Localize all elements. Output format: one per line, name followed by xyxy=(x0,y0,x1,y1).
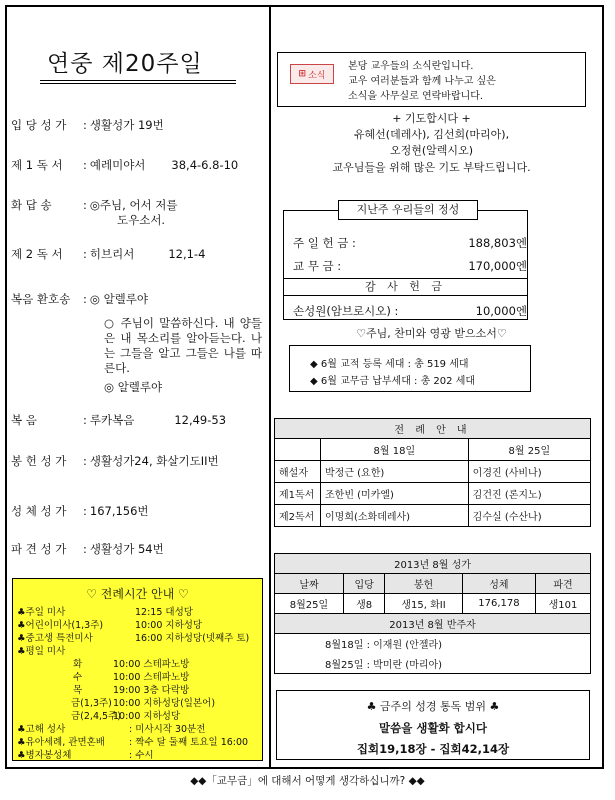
bible-motto: 말씀을 생활화 합시다 xyxy=(379,721,487,735)
prayer-request: 교우님들을 위해 많은 기도 부탁드립니다. xyxy=(332,161,531,174)
reading2-label: 제 2 독 서 xyxy=(11,247,63,261)
bible-range: 집회19,18장 - 집회42,14장 xyxy=(356,742,510,756)
schedule-row: ♣어린이미사(1,3주) 10:00 지하성당 xyxy=(17,620,203,631)
column-header: 날짜 xyxy=(275,574,344,594)
dismissal-label: 파 견 성 가 xyxy=(11,542,67,556)
column-header: 입당 xyxy=(344,574,385,594)
offertory-value: 생활성가24, 화살기도II번 xyxy=(89,454,219,468)
gospel-ref: 12,49-53 xyxy=(174,413,227,427)
reading2-ref: 12,1-4 xyxy=(168,247,206,261)
offertory-hymn: 봉 헌 성 가 : 생활성가24, 화살기도II번 xyxy=(11,454,219,468)
dismissal-value: 생활성가 54번 xyxy=(89,542,164,556)
date-header: 8월 18일 xyxy=(321,439,469,461)
schedule-row: ♣평일 미사 xyxy=(17,646,66,657)
second-reading: 제 2 독 서 : 히브리서 12,1-4 xyxy=(11,247,206,261)
offertory-label: 봉 헌 성 가 xyxy=(11,454,67,468)
gospel: 복 음 : 루카복음 12,49-53 xyxy=(11,413,227,427)
communion-value: 167,156번 xyxy=(89,504,149,518)
schedule-row: ♣고해 성사 : 미사시작 30분전 xyxy=(17,724,206,735)
accompanist-title: 2013년 8월 반주자 xyxy=(275,614,591,634)
accompanist-1: 8월18일 : 이재원 (안젤라) xyxy=(275,634,591,654)
entrance-label: 입 당 성 가 xyxy=(11,118,67,132)
date-header: 8월 25일 xyxy=(468,439,590,461)
schedule-row: ♣유아세례, 관면혼배 : 짝수 달 둘째 토요일 16:00 xyxy=(17,737,249,748)
schedule-row: 화 10:00 스테파노방 xyxy=(73,659,190,670)
accompanist-2: 8월25일 : 박미란 (마리아) xyxy=(275,654,591,674)
psalm-line2: 도우소서. xyxy=(117,213,166,227)
communion-hymn: 성 체 성 가 : 167,156번 xyxy=(11,504,149,518)
offering-title: 지난주 우리들의 정성 xyxy=(338,200,478,220)
thanks-offering: 손성원(암브로시오) : 10,000엔 xyxy=(293,304,527,318)
notice-text: 본당 교우들의 소식란입니다. 교우 여러분들과 함께 나누고 싶은 소식을 사무실로 연락바랍니다. xyxy=(348,61,496,102)
liturgy-title: 전 례 안 내 xyxy=(275,419,591,439)
gospel-acclamation: 복음 환호송 : ◎ 알렐루야 xyxy=(11,292,149,306)
first-reading: 제 1 독 서 : 예레미야서 38,4-6.8-10 xyxy=(11,158,239,172)
communion-label: 성 체 성 가 xyxy=(11,504,67,518)
alleluia-response: ◎ 알렐루야 xyxy=(104,380,163,394)
column-header: 성체 xyxy=(462,574,535,594)
table-cell xyxy=(275,439,321,461)
reading1-label: 제 1 독 서 xyxy=(11,158,63,172)
acclamation-value: ◎ 알렐루야 xyxy=(89,292,149,306)
bible-heading: ♣ 금주의 성경 통독 범위 ♣ xyxy=(366,700,500,713)
table-row: 제1독서 조한빈 (미카엘) 김건진 (론지노) xyxy=(275,483,591,505)
news-logo-icon: ⊞ 소식 xyxy=(290,64,334,84)
schedule-row: 금(2,4,5주) 10:00 지하성당 xyxy=(71,711,181,722)
column-header: 봉헌 xyxy=(385,574,463,594)
entrance-value: 생활성가 19번 xyxy=(89,118,164,132)
stats-box xyxy=(289,345,531,392)
schedule-row: ♣중고생 특전미사 16:00 지하성당(넷째주 토) xyxy=(17,633,250,644)
entrance-hymn: 입 당 성 가 : 생활성가 19번 xyxy=(11,118,164,132)
thanks-offering-title: 감 사 헌 금 xyxy=(283,278,528,296)
title-underline-2 xyxy=(40,83,236,84)
page-title: 연중 제20주일 xyxy=(47,51,203,77)
schedule-row: ♣병자봉성체 : 수시 xyxy=(17,750,154,761)
notice-box xyxy=(277,52,586,107)
table-row: 해설자 박정근 (요한) 이경진 (사비나) xyxy=(275,461,591,483)
prayer-names-2: 오정현(알렉시오) xyxy=(390,144,473,157)
responsorial-psalm: 화 답 송 : ◎주님, 어서 저를 xyxy=(11,198,178,212)
schedule-title: ♡ 전례시간 안내 ♡ xyxy=(86,587,189,601)
reading2-book: 히브리서 xyxy=(89,247,135,261)
schedule-row: ♣주일 미사 12:15 대성당 xyxy=(17,607,193,618)
footer-question: ◆◆「교무금」에 대해서 어떻게 생각하십니까? ◆◆ xyxy=(190,775,425,787)
prayer-names-1: 유혜선(데레사), 김선희(마리아), xyxy=(353,128,510,141)
liturgy-table xyxy=(274,418,591,527)
column-header: 파견 xyxy=(536,574,591,594)
title-underline xyxy=(40,80,236,81)
schedule-row: 수 10:00 스테파노방 xyxy=(73,672,190,683)
sunday-collection: 주 일 헌 금 : 188,803엔 xyxy=(293,236,527,250)
psalm-label: 화 답 송 xyxy=(11,198,52,212)
table-row: 제2독서 이명희(소화데레사) 김수실 (수산나) xyxy=(275,505,591,527)
gospel-book: 루카복음 xyxy=(89,413,135,427)
mass-schedule-box xyxy=(12,578,263,761)
blessing-text: ♡주님, 찬미와 영광 받으소서♡ xyxy=(356,327,507,340)
gospel-label: 복 음 xyxy=(11,413,37,427)
acclamation-verse: ○ 주님이 말씀하신다. 내 양들은 내 목소리를 알아듣는다. 나는 그들을 알고 그들은 나를 따른다. xyxy=(104,316,262,375)
schedule-row: 목 19:00 3층 다락방 xyxy=(73,685,190,696)
schedule-row: 금(1,3주) 10:00 지하성당(일본어) xyxy=(71,698,216,709)
stat-dues: ◆ 6월 교무금 납부세대 : 총 202 세대 xyxy=(310,376,476,387)
hymn-table xyxy=(274,553,591,674)
dismissal-hymn: 파 견 성 가 : 생활성가 54번 xyxy=(11,542,164,556)
psalm-line1: ◎주님, 어서 저를 xyxy=(89,198,178,212)
prayer-heading: + 기도합시다 + xyxy=(392,112,471,125)
parish-dues: 교 무 금 : 170,000엔 xyxy=(293,259,527,273)
acclamation-label: 복음 환호송 xyxy=(11,292,71,306)
reading1-ref: 38,4-6.8-10 xyxy=(171,158,239,172)
hymn-title: 2013년 8월 성가 xyxy=(275,554,591,574)
stat-registration: ◆ 6월 교적 등록 세대 : 총 519 세대 xyxy=(310,359,469,370)
reading1-book: 예레미야서 xyxy=(89,158,146,172)
table-row: 8월25일 생8 생15, 화II 176,178 생101 xyxy=(275,594,591,614)
bible-reading-box xyxy=(276,690,590,760)
